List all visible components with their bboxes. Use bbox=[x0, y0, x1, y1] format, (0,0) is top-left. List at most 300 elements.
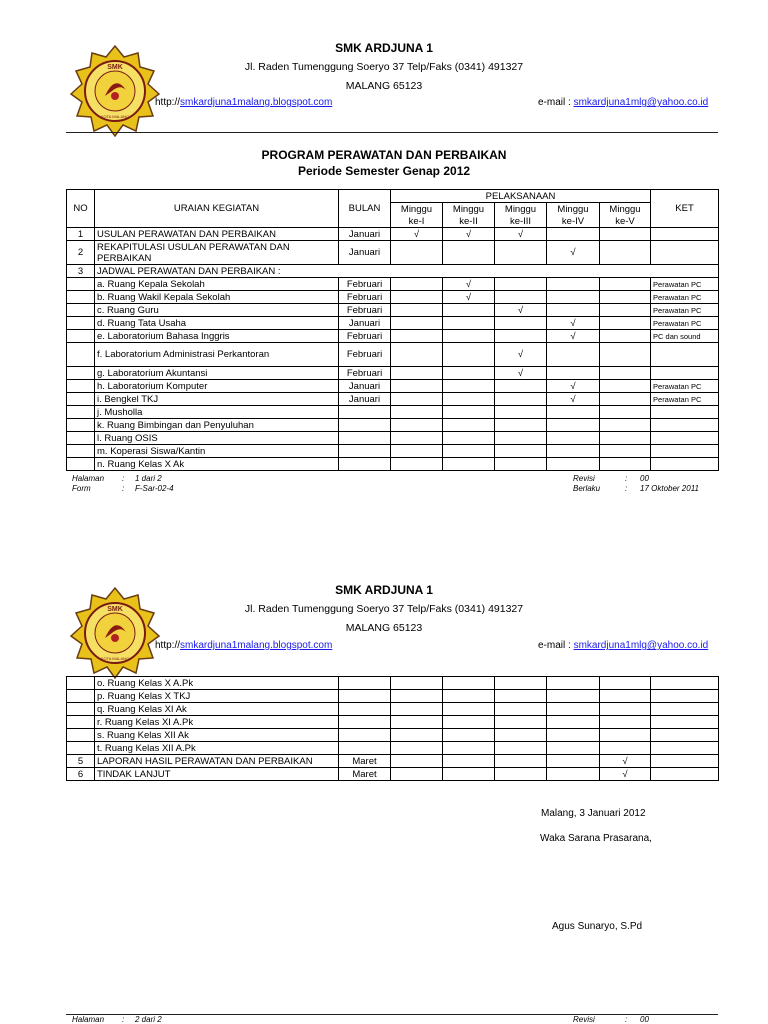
table-row bbox=[67, 432, 719, 445]
week-4-cell bbox=[547, 228, 600, 241]
signature-place-date: Malang, 3 Januari 2012 bbox=[541, 808, 646, 819]
table-row bbox=[67, 419, 719, 432]
row-month bbox=[339, 703, 391, 716]
week-3-cell bbox=[495, 419, 547, 432]
svg-text:KOTA MALANG: KOTA MALANG bbox=[100, 114, 130, 119]
week-3-cell bbox=[495, 304, 547, 317]
week-3-cell bbox=[495, 458, 547, 471]
row-number bbox=[67, 419, 95, 432]
row-number bbox=[67, 330, 95, 343]
schedule-table-page1 bbox=[66, 189, 719, 471]
row-activity: r. Ruang Kelas XI A.Pk bbox=[95, 716, 339, 729]
row-month: Januari bbox=[339, 380, 391, 393]
row-number bbox=[67, 716, 95, 729]
row-month bbox=[339, 716, 391, 729]
row-activity: o. Ruang Kelas X A.Pk bbox=[95, 677, 339, 690]
header-week5-sub: ke-V bbox=[600, 215, 651, 228]
row-activity: j. Musholla bbox=[95, 406, 339, 419]
week-5-cell bbox=[600, 228, 651, 241]
footer-revisi-sep: : bbox=[625, 474, 628, 483]
week-1-cell bbox=[391, 432, 443, 445]
week-4-cell bbox=[547, 291, 600, 304]
week-5-cell bbox=[600, 716, 651, 729]
week-3-cell bbox=[495, 393, 547, 406]
row-month bbox=[339, 677, 391, 690]
week-2-cell bbox=[443, 380, 495, 393]
week-3-cell bbox=[495, 690, 547, 703]
check-mark: √ bbox=[465, 291, 472, 303]
table-row bbox=[67, 330, 719, 343]
week-2-cell bbox=[443, 228, 495, 241]
row-activity: USULAN PERAWATAN DAN PERBAIKAN bbox=[95, 228, 339, 241]
table-row bbox=[67, 343, 719, 367]
week-5-cell bbox=[600, 458, 651, 471]
table-row bbox=[67, 228, 719, 241]
website-page2: http://smkardjuna1malang.blogspot.com bbox=[155, 640, 333, 651]
row-number bbox=[67, 304, 95, 317]
week-3-cell bbox=[495, 291, 547, 304]
row-number: 6 bbox=[67, 768, 95, 781]
row-note bbox=[651, 742, 719, 755]
week-4-cell bbox=[547, 419, 600, 432]
week-4-cell bbox=[547, 317, 600, 330]
website-link[interactable]: smkardjuna1malang.blogspot.com bbox=[180, 97, 333, 108]
week-5-cell bbox=[600, 330, 651, 343]
check-mark: √ bbox=[517, 228, 524, 240]
header-week4: Minggu bbox=[547, 203, 600, 216]
week-2-cell bbox=[443, 458, 495, 471]
header-uraian: URAIAN KEGIATAN bbox=[95, 190, 339, 228]
week-1-cell bbox=[391, 393, 443, 406]
week-5-cell bbox=[600, 317, 651, 330]
week-1-cell bbox=[391, 228, 443, 241]
row-number bbox=[67, 703, 95, 716]
header-bulan: BULAN bbox=[339, 190, 391, 228]
row-month bbox=[339, 690, 391, 703]
row-note bbox=[651, 768, 719, 781]
table-row bbox=[67, 241, 719, 265]
week-5-cell bbox=[600, 432, 651, 445]
week-5-cell bbox=[600, 768, 651, 781]
week-4-cell bbox=[547, 393, 600, 406]
row-note: PC dan sound bbox=[651, 330, 719, 343]
row-activity: JADWAL PERAWATAN DAN PERBAIKAN : bbox=[95, 265, 719, 278]
week-4-cell bbox=[547, 729, 600, 742]
row-activity: TINDAK LANJUT bbox=[95, 768, 339, 781]
row-number bbox=[67, 729, 95, 742]
table-row bbox=[67, 677, 719, 690]
row-month bbox=[339, 432, 391, 445]
footer-berlaku-label: Berlaku bbox=[573, 484, 601, 493]
week-1-cell bbox=[391, 304, 443, 317]
footer2-revisi-sep: : bbox=[625, 1015, 628, 1024]
row-note bbox=[651, 755, 719, 768]
week-1-cell bbox=[391, 291, 443, 304]
row-number bbox=[67, 393, 95, 406]
row-note: Perawatan PC bbox=[651, 304, 719, 317]
week-1-cell bbox=[391, 729, 443, 742]
week-3-cell bbox=[495, 330, 547, 343]
week-4-cell bbox=[547, 716, 600, 729]
check-mark: √ bbox=[517, 349, 524, 360]
week-1-cell bbox=[391, 317, 443, 330]
week-5-cell bbox=[600, 291, 651, 304]
week-1-cell bbox=[391, 380, 443, 393]
document-title: PROGRAM PERAWATAN DAN PERBAIKAN bbox=[261, 148, 507, 162]
table-row bbox=[67, 367, 719, 380]
week-4-cell bbox=[547, 278, 600, 291]
week-4-cell bbox=[547, 458, 600, 471]
week-1-cell bbox=[391, 330, 443, 343]
week-5-cell bbox=[600, 304, 651, 317]
check-mark: √ bbox=[517, 367, 524, 379]
week-3-cell bbox=[495, 343, 547, 367]
row-number: 2 bbox=[67, 241, 95, 265]
check-mark: √ bbox=[517, 304, 524, 316]
table-row bbox=[67, 703, 719, 716]
email-link-page2[interactable]: smkardjuna1mlg@yahoo.co.id bbox=[573, 640, 709, 651]
header-week2: Minggu bbox=[443, 203, 495, 216]
table-row bbox=[67, 393, 719, 406]
schedule-table-page2 bbox=[66, 676, 719, 781]
week-1-cell bbox=[391, 278, 443, 291]
week-3-cell bbox=[495, 677, 547, 690]
table-row bbox=[67, 291, 719, 304]
week-5-cell bbox=[600, 278, 651, 291]
header-week2-sub: ke-II bbox=[443, 215, 495, 228]
week-1-cell bbox=[391, 458, 443, 471]
week-5-cell bbox=[600, 677, 651, 690]
header-ket: KET bbox=[651, 190, 719, 228]
row-note bbox=[651, 445, 719, 458]
row-note: Perawatan PC bbox=[651, 291, 719, 304]
week-4-cell bbox=[547, 406, 600, 419]
check-mark: √ bbox=[570, 393, 576, 405]
row-number bbox=[67, 291, 95, 304]
week-1-cell bbox=[391, 703, 443, 716]
week-1-cell bbox=[391, 742, 443, 755]
check-mark: √ bbox=[570, 247, 576, 258]
row-note bbox=[651, 432, 719, 445]
row-note bbox=[651, 241, 719, 265]
row-note bbox=[651, 367, 719, 380]
row-number: 3 bbox=[67, 265, 95, 278]
check-mark: √ bbox=[465, 228, 472, 240]
row-activity: i. Bengkel TKJ bbox=[95, 393, 339, 406]
website: http://smkardjuna1malang.blogspot.com bbox=[155, 97, 333, 108]
footer2-revisi-label: Revisi bbox=[573, 1015, 595, 1024]
week-1-cell bbox=[391, 343, 443, 367]
week-2-cell bbox=[443, 690, 495, 703]
week-3-cell bbox=[495, 768, 547, 781]
header-divider bbox=[66, 132, 718, 133]
footer-form-label: Form bbox=[72, 484, 91, 493]
week-5-cell bbox=[600, 393, 651, 406]
week-3-cell bbox=[495, 703, 547, 716]
week-2-cell bbox=[443, 729, 495, 742]
footer-form-value: F-Sar-02-4 bbox=[135, 484, 174, 493]
week-5-cell bbox=[600, 380, 651, 393]
row-activity: f. Laboratorium Administrasi Perkantoran bbox=[95, 343, 339, 367]
footer2-halaman-sep: : bbox=[122, 1015, 125, 1024]
row-activity: REKAPITULASI USULAN PERAWATAN DAN PERBAIKAN bbox=[95, 241, 339, 265]
row-activity: d. Ruang Tata Usaha bbox=[95, 317, 339, 330]
week-1-cell bbox=[391, 445, 443, 458]
week-3-cell bbox=[495, 729, 547, 742]
table-row bbox=[67, 445, 719, 458]
week-2-cell bbox=[443, 406, 495, 419]
week-2-cell bbox=[443, 367, 495, 380]
week-3-cell bbox=[495, 432, 547, 445]
table-row bbox=[67, 278, 719, 291]
table-row bbox=[67, 406, 719, 419]
check-mark: √ bbox=[570, 380, 576, 392]
svg-text:SMK: SMK bbox=[107, 606, 123, 613]
row-month: Februari bbox=[339, 367, 391, 380]
row-month bbox=[339, 406, 391, 419]
table-row bbox=[67, 380, 719, 393]
week-2-cell bbox=[443, 304, 495, 317]
footer-halaman-label: Halaman bbox=[72, 474, 105, 483]
row-note: Perawatan PC bbox=[651, 380, 719, 393]
week-2-cell bbox=[443, 393, 495, 406]
row-activity: p. Ruang Kelas X TKJ bbox=[95, 690, 339, 703]
footer2-revisi-value: 00 bbox=[640, 1015, 649, 1024]
row-number bbox=[67, 317, 95, 330]
row-number: 5 bbox=[67, 755, 95, 768]
row-activity: l. Ruang OSIS bbox=[95, 432, 339, 445]
week-4-cell bbox=[547, 241, 600, 265]
check-mark: √ bbox=[622, 768, 628, 780]
week-4-cell bbox=[547, 330, 600, 343]
footer-berlaku-value: 17 Oktober 2011 bbox=[640, 484, 700, 493]
header-week1: Minggu bbox=[391, 203, 443, 216]
week-2-cell bbox=[443, 716, 495, 729]
footer-revisi-label: Revisi bbox=[573, 474, 595, 483]
row-activity: t. Ruang Kelas XII A.Pk bbox=[95, 742, 339, 755]
header-week3-sub: ke-III bbox=[495, 215, 547, 228]
week-2-cell bbox=[443, 330, 495, 343]
row-activity: a. Ruang Kepala Sekolah bbox=[95, 278, 339, 291]
week-5-cell bbox=[600, 367, 651, 380]
week-3-cell bbox=[495, 380, 547, 393]
week-5-cell bbox=[600, 742, 651, 755]
row-note bbox=[651, 406, 719, 419]
row-note bbox=[651, 228, 719, 241]
row-month bbox=[339, 729, 391, 742]
week-5-cell bbox=[600, 343, 651, 367]
week-2-cell bbox=[443, 278, 495, 291]
school-name-page2: SMK ARDJUNA 1 bbox=[335, 583, 433, 597]
footer-berlaku-sep: : bbox=[625, 484, 628, 493]
table-row bbox=[67, 690, 719, 703]
week-2-cell bbox=[443, 677, 495, 690]
row-note bbox=[651, 419, 719, 432]
week-4-cell bbox=[547, 690, 600, 703]
school-address-page2: Jl. Raden Tumenggung Soeryo 37 Telp/Faks (0341) 491327 bbox=[244, 603, 524, 615]
week-2-cell bbox=[443, 768, 495, 781]
week-2-cell bbox=[443, 419, 495, 432]
row-month: Maret bbox=[339, 755, 391, 768]
row-number bbox=[67, 406, 95, 419]
email-page2: e-mail : smkardjuna1mlg@yahoo.co.id bbox=[538, 640, 709, 651]
week-3-cell bbox=[495, 742, 547, 755]
week-5-cell bbox=[600, 241, 651, 265]
row-month bbox=[339, 458, 391, 471]
row-number bbox=[67, 278, 95, 291]
row-note: Perawatan PC bbox=[651, 278, 719, 291]
table-row bbox=[67, 768, 719, 781]
header-week1-sub: ke-I bbox=[391, 215, 443, 228]
week-4-cell bbox=[547, 742, 600, 755]
row-month: Januari bbox=[339, 228, 391, 241]
week-4-cell bbox=[547, 432, 600, 445]
row-number bbox=[67, 690, 95, 703]
week-3-cell bbox=[495, 241, 547, 265]
row-number bbox=[67, 458, 95, 471]
week-1-cell bbox=[391, 690, 443, 703]
week-3-cell bbox=[495, 716, 547, 729]
row-note: Perawatan PC bbox=[651, 393, 719, 406]
week-1-cell bbox=[391, 241, 443, 265]
website-link-page2[interactable]: smkardjuna1malang.blogspot.com bbox=[180, 640, 333, 651]
table-row bbox=[67, 729, 719, 742]
week-4-cell bbox=[547, 304, 600, 317]
check-mark: √ bbox=[465, 278, 472, 290]
row-note bbox=[651, 677, 719, 690]
week-5-cell bbox=[600, 445, 651, 458]
week-5-cell bbox=[600, 755, 651, 768]
week-2-cell bbox=[443, 291, 495, 304]
row-month: Februari bbox=[339, 304, 391, 317]
week-1-cell bbox=[391, 768, 443, 781]
week-5-cell bbox=[600, 690, 651, 703]
week-4-cell bbox=[547, 768, 600, 781]
check-mark: √ bbox=[570, 330, 576, 342]
week-2-cell bbox=[443, 703, 495, 716]
week-3-cell bbox=[495, 317, 547, 330]
week-1-cell bbox=[391, 406, 443, 419]
footer2-halaman-value: 2 dari 2 bbox=[135, 1015, 162, 1024]
week-2-cell bbox=[443, 432, 495, 445]
signature-name: Agus Sunaryo, S.Pd bbox=[552, 921, 643, 932]
check-mark: √ bbox=[570, 317, 576, 329]
table-row bbox=[67, 716, 719, 729]
row-activity: k. Ruang Bimbingan dan Penyuluhan bbox=[95, 419, 339, 432]
footer-halaman-value: 1 dari 2 bbox=[135, 474, 162, 483]
document-subtitle: Periode Semester Genap 2012 bbox=[297, 164, 471, 178]
week-4-cell bbox=[547, 343, 600, 367]
table-row bbox=[67, 317, 719, 330]
row-number bbox=[67, 380, 95, 393]
week-1-cell bbox=[391, 367, 443, 380]
week-1-cell bbox=[391, 755, 443, 768]
row-activity: e. Laboratorium Bahasa Inggris bbox=[95, 330, 339, 343]
row-activity: b. Ruang Wakil Kepala Sekolah bbox=[95, 291, 339, 304]
row-activity: n. Ruang Kelas X Ak bbox=[95, 458, 339, 471]
week-4-cell bbox=[547, 380, 600, 393]
table-row bbox=[67, 742, 719, 755]
row-note bbox=[651, 458, 719, 471]
row-activity: g. Laboratorium Akuntansi bbox=[95, 367, 339, 380]
row-activity: m. Koperasi Siswa/Kantin bbox=[95, 445, 339, 458]
week-3-cell bbox=[495, 367, 547, 380]
row-note bbox=[651, 690, 719, 703]
week-2-cell bbox=[443, 755, 495, 768]
row-number bbox=[67, 432, 95, 445]
row-activity: LAPORAN HASIL PERAWATAN DAN PERBAIKAN bbox=[95, 755, 339, 768]
week-3-cell bbox=[495, 406, 547, 419]
row-note bbox=[651, 343, 719, 367]
row-month: Februari bbox=[339, 291, 391, 304]
table-row bbox=[67, 304, 719, 317]
row-month: Februari bbox=[339, 343, 391, 367]
row-number bbox=[67, 367, 95, 380]
school-address: Jl. Raden Tumenggung Soeryo 37 Telp/Faks (0341) 491327 bbox=[244, 61, 524, 73]
week-3-cell bbox=[495, 228, 547, 241]
week-5-cell bbox=[600, 406, 651, 419]
row-activity: h. Laboratorium Komputer bbox=[95, 380, 339, 393]
header-pelaksanaan: PELAKSANAAN bbox=[391, 190, 651, 203]
footer2-halaman-label: Halaman bbox=[72, 1015, 105, 1024]
row-month: Maret bbox=[339, 768, 391, 781]
row-note bbox=[651, 703, 719, 716]
footer-divider-page2 bbox=[66, 1014, 718, 1015]
week-1-cell bbox=[391, 419, 443, 432]
week-2-cell bbox=[443, 445, 495, 458]
row-month bbox=[339, 419, 391, 432]
row-number bbox=[67, 343, 95, 367]
school-name: SMK ARDJUNA 1 bbox=[335, 41, 433, 55]
signature-role: Waka Sarana Prasarana, bbox=[540, 833, 652, 844]
week-5-cell bbox=[600, 729, 651, 742]
row-month: Januari bbox=[339, 393, 391, 406]
week-3-cell bbox=[495, 755, 547, 768]
school-city-page2: MALANG 65123 bbox=[345, 622, 423, 634]
table-row bbox=[67, 755, 719, 768]
week-3-cell bbox=[495, 445, 547, 458]
header-week4-sub: ke-IV bbox=[547, 215, 600, 228]
row-month bbox=[339, 742, 391, 755]
svg-text:KOTA MALANG: KOTA MALANG bbox=[100, 656, 130, 661]
header-week3: Minggu bbox=[495, 203, 547, 216]
check-mark: √ bbox=[622, 755, 628, 767]
email-link[interactable]: smkardjuna1mlg@yahoo.co.id bbox=[573, 97, 709, 108]
header-week5: Minggu bbox=[600, 203, 651, 216]
row-month bbox=[339, 445, 391, 458]
header-no: NO bbox=[67, 190, 95, 228]
table-row bbox=[67, 458, 719, 471]
week-1-cell bbox=[391, 716, 443, 729]
week-3-cell bbox=[495, 278, 547, 291]
week-4-cell bbox=[547, 445, 600, 458]
row-month: Januari bbox=[339, 241, 391, 265]
check-mark: √ bbox=[413, 228, 420, 240]
footer-form-sep: : bbox=[122, 484, 125, 493]
week-2-cell bbox=[443, 317, 495, 330]
row-note: Perawatan PC bbox=[651, 317, 719, 330]
week-1-cell bbox=[391, 677, 443, 690]
svg-text:SMK: SMK bbox=[107, 64, 123, 71]
week-2-cell bbox=[443, 241, 495, 265]
row-activity: q. Ruang Kelas XI Ak bbox=[95, 703, 339, 716]
week-4-cell bbox=[547, 677, 600, 690]
row-number bbox=[67, 677, 95, 690]
row-activity: c. Ruang Guru bbox=[95, 304, 339, 317]
week-4-cell bbox=[547, 367, 600, 380]
row-month: Februari bbox=[339, 278, 391, 291]
week-5-cell bbox=[600, 703, 651, 716]
